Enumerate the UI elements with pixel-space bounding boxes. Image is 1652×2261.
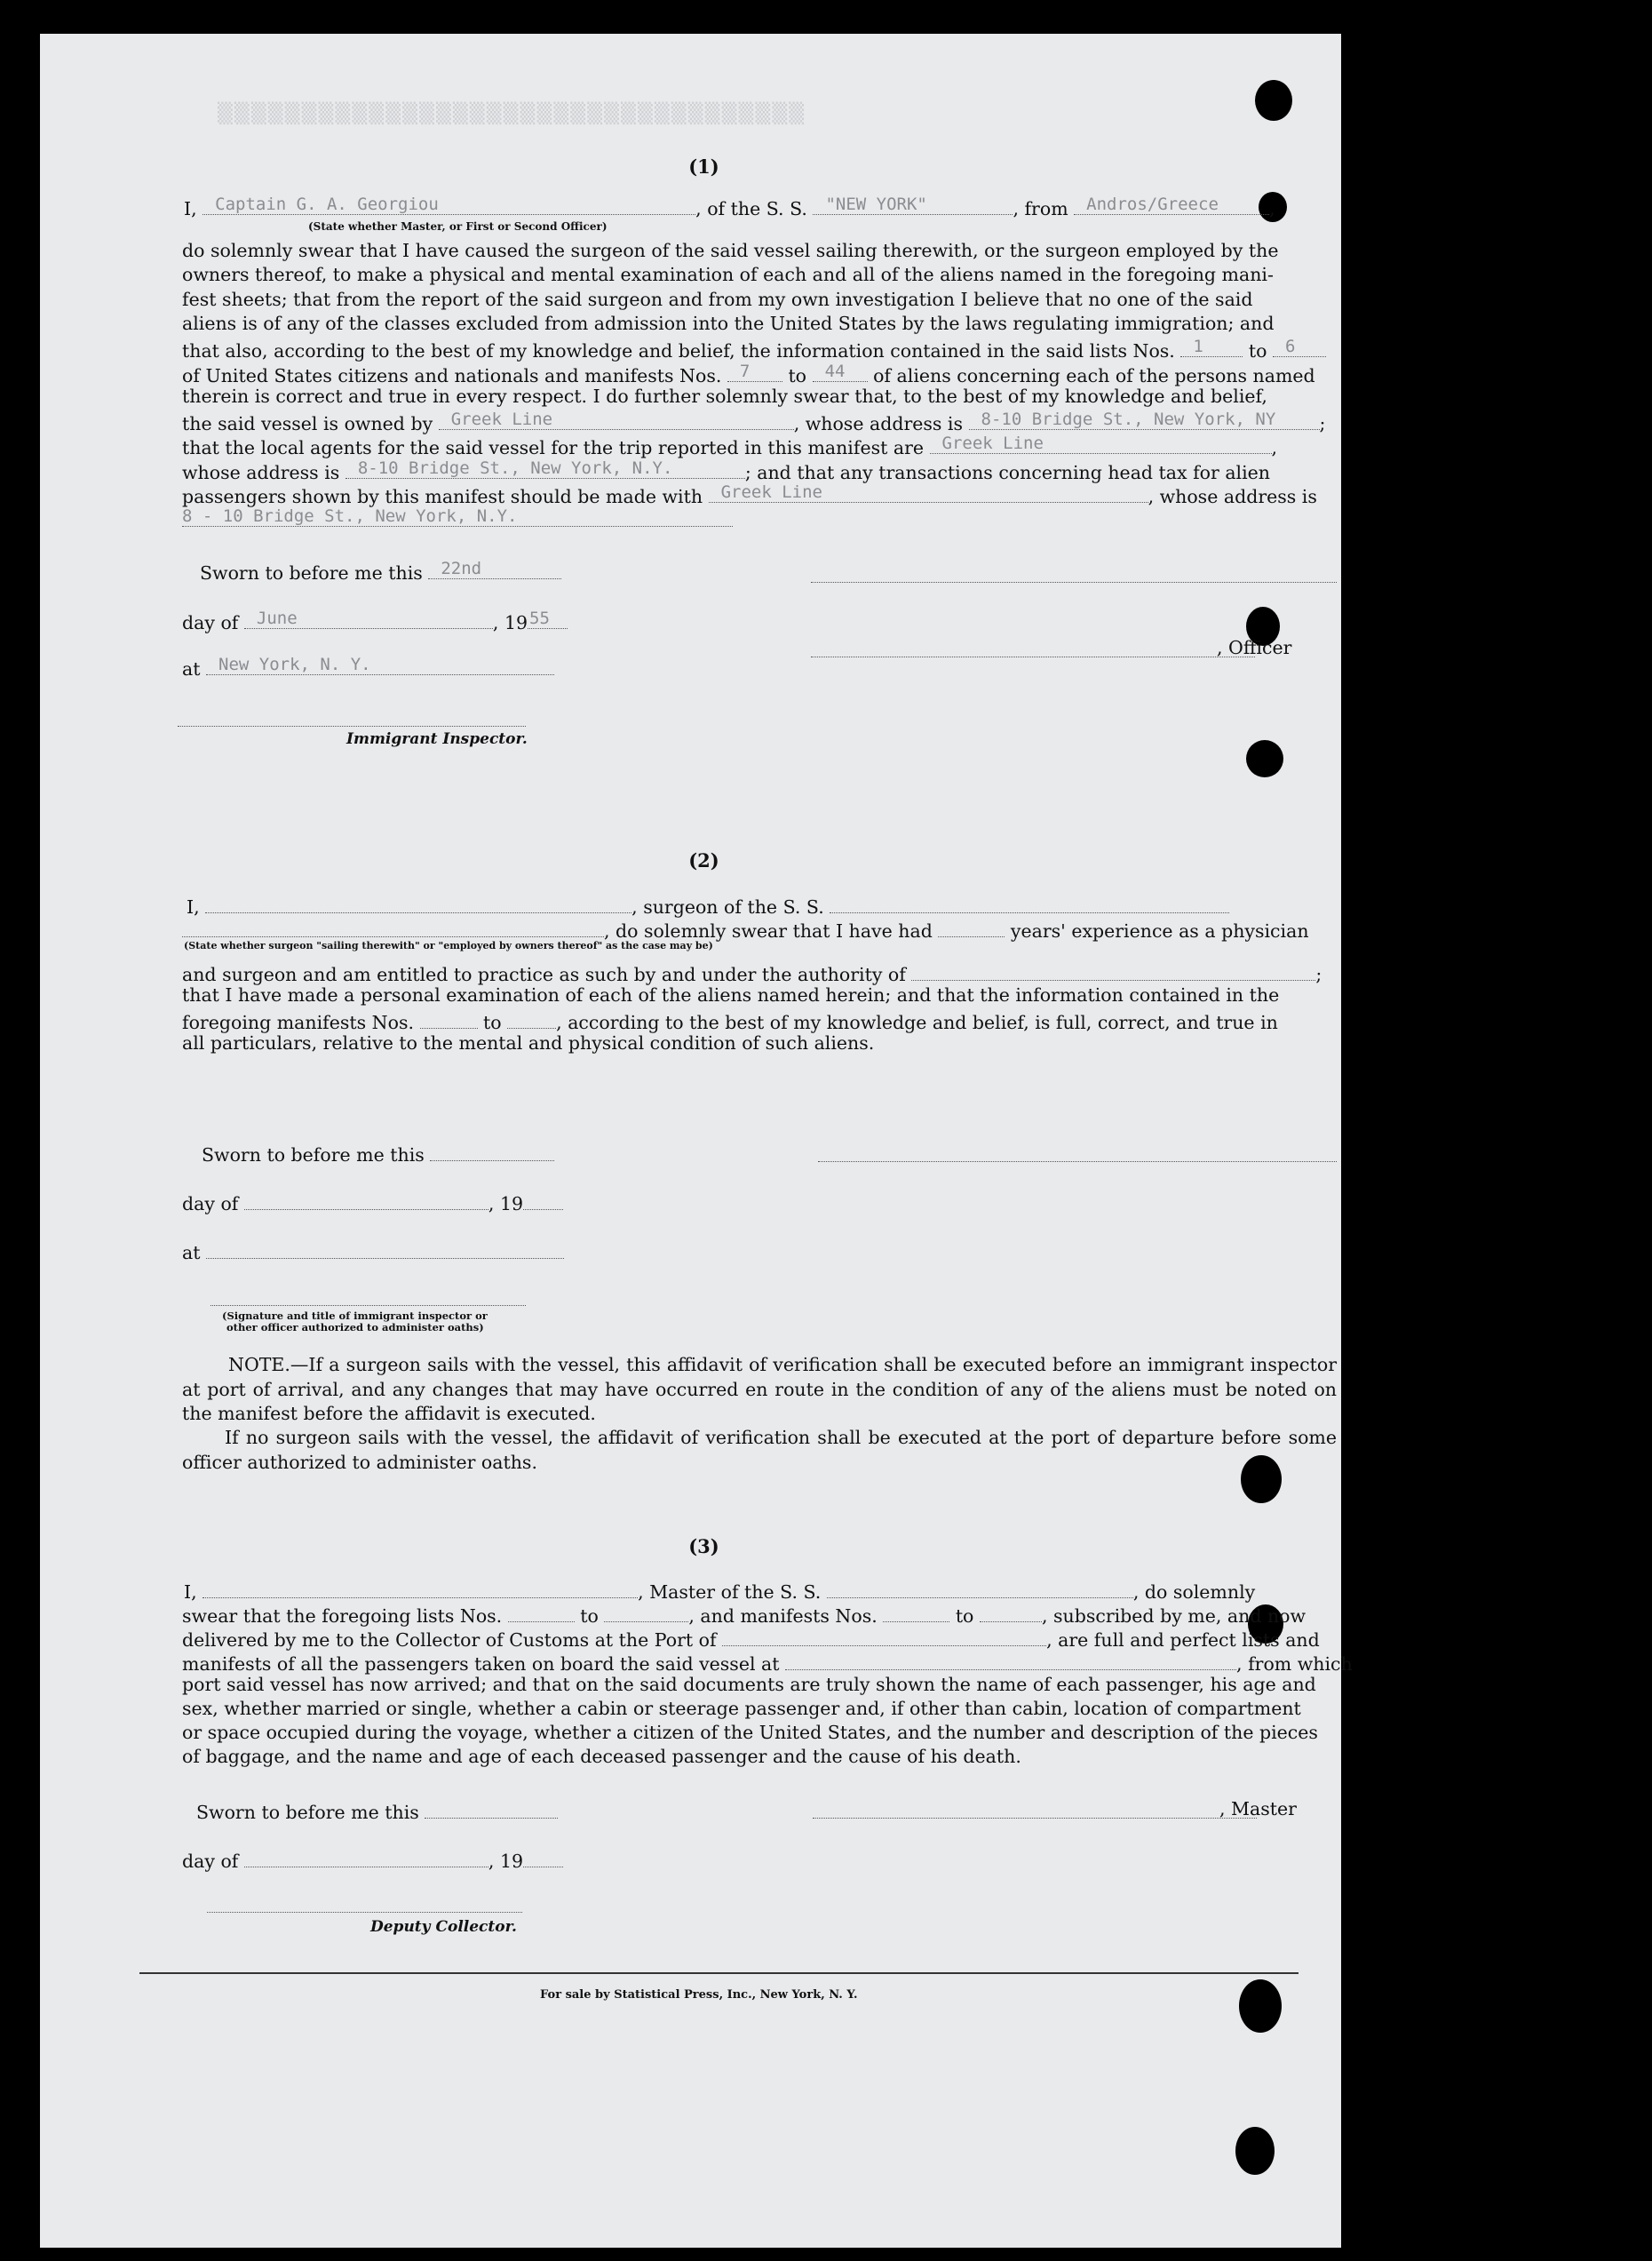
- list-to-field[interactable]: 6: [1273, 336, 1326, 357]
- officer-signature-line[interactable]: [811, 581, 1337, 583]
- section-3-line: sex, whether married or single, whether a cabin or steerage passenger and, if other than cabin, location of compartment: [182, 1698, 1301, 1719]
- to-word: to: [955, 1605, 974, 1627]
- i-label: I,: [184, 198, 197, 219]
- master-of-text: , Master of the S. S.: [638, 1581, 822, 1603]
- surgeon-signature-line[interactable]: [818, 1160, 1337, 1162]
- section-1-line: fest sheets; that from the report of the said surgeon and from my own investigation I believe that no one of the said: [182, 289, 1253, 310]
- whose-address-text: , whose address is: [793, 413, 964, 434]
- to-word: to: [580, 1605, 599, 1627]
- headtax-party-field[interactable]: Greek Line: [709, 482, 1148, 503]
- day-of-text: day of: [182, 612, 239, 633]
- authority-field[interactable]: [911, 959, 1315, 981]
- footer-rule: [139, 1972, 1299, 1974]
- section-3-line: port said vessel has now arrived; and that on the said documents are truly shown the name of each passenger, his age and: [182, 1674, 1316, 1695]
- headtax-address-field[interactable]: 8 - 10 Bridge St., New York, N.Y.: [182, 506, 733, 527]
- section-3-sworn: [196, 1797, 558, 1825]
- master-year-field[interactable]: [523, 1846, 563, 1867]
- manifests-text: foregoing manifests Nos.: [182, 1012, 414, 1033]
- agents-field[interactable]: Greek Line: [930, 433, 1272, 454]
- surgeon-status-field[interactable]: [182, 916, 604, 937]
- master-name-field[interactable]: [203, 1577, 638, 1598]
- head-tax-text: ; and that any transactions concerning head tax for alien: [744, 462, 1271, 483]
- master-signature-line[interactable]: [813, 1817, 1257, 1819]
- surgeon-inspector-signature-line[interactable]: [210, 1304, 526, 1306]
- sworn-day-field[interactable]: 22nd: [428, 558, 561, 579]
- to-word: to: [483, 1012, 502, 1033]
- surgeon-place-field[interactable]: [206, 1238, 564, 1259]
- officer-state-note: (State whether Master, or First or Second Officer): [308, 220, 608, 233]
- collector-signature-line[interactable]: [207, 1911, 522, 1913]
- surgeon-state-note: (State whether surgeon "sailing therewith" or "employed by owners thereof" as the case may be): [184, 940, 713, 951]
- section-1-line-agents: that the local agents for the said vessel for the trip reported in this manifest are Greek Line ,: [182, 434, 1278, 458]
- collector-label: Deputy Collector.: [370, 1918, 517, 1936]
- note-paragraph: If no surgeon sails with the vessel, the affidavit of verification shall be executed at the port of departure before some officer authorized to administer oaths.: [182, 1427, 1337, 1473]
- section-1-line: do solemnly swear that I have caused the surgeon of the said vessel sailing therewith, or the surgeon employed by the: [182, 240, 1279, 261]
- swear-text: , do solemnly swear that I have had: [604, 920, 933, 942]
- boarding-port-field[interactable]: [785, 1649, 1236, 1670]
- master-vessel-field[interactable]: [827, 1577, 1133, 1598]
- punch-hole: [1239, 1979, 1282, 2033]
- section-1-sworn: [200, 558, 561, 585]
- surgeon-month-field[interactable]: [244, 1189, 488, 1210]
- full-perfect-text: , are full and perfect lists and: [1046, 1629, 1320, 1651]
- master-sworn-day-field[interactable]: [425, 1797, 558, 1819]
- manifest-to-field[interactable]: 44: [813, 361, 868, 382]
- list-from-field[interactable]: 1: [1180, 336, 1243, 357]
- punch-hole: [1235, 2127, 1275, 2175]
- authority-text: and surgeon and am entitled to practice as such by and under the authority of: [182, 964, 906, 985]
- section-3-date: [182, 1846, 563, 1874]
- section-2-sworn: [202, 1140, 554, 1167]
- years-experience-text: years' experience as a physician: [1010, 920, 1309, 942]
- whose-address-text: whose address is: [182, 462, 340, 483]
- master-label: , Master: [1219, 1798, 1297, 1819]
- master-list-to-field[interactable]: [604, 1601, 688, 1622]
- section-1-line: owners thereof, to make a physical and mental examination of each and all of the aliens named in the foregoing mani-: [182, 264, 1274, 285]
- section-2-date: [182, 1189, 563, 1216]
- month-field[interactable]: June: [244, 608, 493, 629]
- at-text: at: [182, 1242, 201, 1263]
- surgeon-year-field[interactable]: [523, 1189, 563, 1210]
- punch-hole: [1246, 740, 1283, 777]
- section-2-line: that I have made a personal examination of each of the aliens named herein; and that the information contained in the: [182, 984, 1280, 1006]
- section-1-place: [182, 654, 554, 681]
- sworn-text: Sworn to before me this: [202, 1144, 425, 1166]
- lists-text: swear that the foregoing lists Nos.: [182, 1605, 503, 1627]
- collector-text: delivered by me to the Collector of Customs at the Port of: [182, 1629, 717, 1651]
- surgeon-manifest-from-field[interactable]: [420, 1007, 478, 1029]
- note-paragraph: NOTE.—If a surgeon sails with the vessel, this affidavit of verification shall be executed before an immigrant inspector at port of arrival, and any changes that may have occurred en route in the condition of any of the aliens must be noted on the manifest before the affidavit is executed.: [182, 1354, 1337, 1424]
- footer-imprint: For sale by Statistical Press, Inc., New York, N. Y.: [540, 1988, 858, 2002]
- from-place-field[interactable]: Andros/Greece: [1074, 194, 1269, 215]
- section-3-line: or space occupied during the voyage, whether a citizen of the United States, and the number and description of the pieces: [182, 1722, 1318, 1743]
- surgeon-of-text: , surgeon of the S. S.: [631, 896, 824, 918]
- sworn-text: Sworn to before me this: [200, 562, 423, 584]
- section-1-line: therein is correct and true in every respect. I do further solemnly swear that, to the best of my knowledge and belief,: [182, 386, 1267, 407]
- subscribed-text: , subscribed by me, and now: [1041, 1605, 1307, 1627]
- year-prefix: , 19: [492, 612, 528, 633]
- to-word: to: [1248, 340, 1267, 362]
- signature-note: other officer authorized to administer oaths): [226, 1321, 484, 1334]
- master-list-from-field[interactable]: [508, 1601, 575, 1622]
- officer-label: , Officer: [1217, 637, 1292, 658]
- day-of-text: day of: [182, 1851, 239, 1872]
- from-label: , from: [1013, 198, 1068, 219]
- owned-by-text: the said vessel is owned by: [182, 413, 433, 434]
- owner-field[interactable]: Greek Line: [439, 409, 794, 430]
- officer-name-line[interactable]: [811, 656, 1255, 657]
- officer-name-field[interactable]: Captain G. A. Georgiou: [203, 194, 695, 215]
- bleed-through-text: ▒▒▒▒▒▒▒▒▒▒▒▒▒▒▒▒▒▒▒▒▒▒▒▒▒▒▒▒▒▒▒▒▒▒▒: [218, 103, 806, 125]
- port-field[interactable]: [722, 1625, 1046, 1646]
- surgeon-name-field[interactable]: [205, 892, 631, 913]
- agents-address-field[interactable]: 8-10 Bridge St., New York, N.Y.: [345, 458, 745, 479]
- master-manifest-to-field[interactable]: [980, 1601, 1042, 1622]
- surgeon-sworn-day-field[interactable]: [430, 1140, 554, 1161]
- i-label: I,: [184, 1581, 197, 1603]
- section-3-line: of baggage, and the name and age of each deceased passenger and the cause of his death.: [182, 1746, 1021, 1767]
- to-word: to: [788, 365, 807, 386]
- solemnly-text: , do solemnly: [1132, 1581, 1256, 1603]
- year-prefix: , 19: [488, 1193, 524, 1214]
- surgeon-manifest-to-field[interactable]: [507, 1007, 556, 1029]
- whose-address-text: , whose address is: [1148, 486, 1317, 507]
- of-ss-label: , of the S. S.: [695, 198, 807, 219]
- section-1-line-officer: I, Captain G. A. Georgiou , of the S. S. "NEW YORK" , from Andros/Greece ,: [184, 195, 1275, 219]
- day-of-text: day of: [182, 1193, 239, 1214]
- punch-hole: [1255, 80, 1292, 121]
- boarded-text: manifests of all the passengers taken on board the said vessel at: [182, 1653, 780, 1675]
- master-month-field[interactable]: [244, 1846, 488, 1867]
- section-2-number: (2): [688, 849, 719, 872]
- vessel-name-field[interactable]: "NEW YORK": [813, 194, 1013, 215]
- inspector-signature-line[interactable]: [178, 725, 526, 727]
- year-field[interactable]: 55: [528, 608, 568, 629]
- lists-text: that also, according to the best of my knowledge and belief, the information contained in the said lists Nos.: [182, 340, 1175, 362]
- agents-text: that the local agents for the said vessel for the trip reported in this manifest are: [182, 437, 925, 458]
- section-1-number: (1): [688, 155, 719, 178]
- section-1-line-owner: the said vessel is owned by Greek Line , whose address is 8-10 Bridge St., New York, NY ;: [182, 410, 1326, 434]
- section-1-line: aliens is of any of the classes excluded from admission into the United States by the laws regulating immigration; and: [182, 313, 1275, 334]
- section-2-line: all particulars, relative to the mental and physical condition of such aliens.: [182, 1032, 875, 1054]
- section-1-line-lists: [182, 336, 1326, 363]
- passengers-text: passengers shown by this manifest should be made with: [182, 486, 703, 507]
- inspector-label: Immigrant Inspector.: [346, 730, 528, 748]
- from-which-text: , from which: [1236, 1653, 1353, 1675]
- signature-note: (Signature and title of immigrant inspector or: [222, 1310, 488, 1322]
- i-label: I,: [187, 896, 200, 918]
- section-1-line-headtax-address: [182, 506, 733, 533]
- manifests-text: , and manifests Nos.: [688, 1605, 878, 1627]
- owner-address-field[interactable]: 8-10 Bridge St., New York, NY: [969, 409, 1320, 430]
- at-text: at: [182, 658, 201, 680]
- section-3-number: (3): [688, 1535, 719, 1557]
- surgeon-vessel-field[interactable]: [830, 892, 1229, 913]
- place-field[interactable]: New York, N. Y.: [206, 654, 554, 675]
- years-field[interactable]: [938, 916, 1005, 937]
- sworn-text: Sworn to before me this: [196, 1802, 419, 1823]
- manifests-text: of United States citizens and nationals and manifests Nos.: [182, 365, 722, 386]
- according-text: , according to the best of my knowledge and belief, is full, correct, and true in: [556, 1012, 1278, 1033]
- year-prefix: , 19: [488, 1851, 524, 1872]
- manifest-from-field[interactable]: 7: [727, 361, 782, 382]
- manifest-page: [40, 34, 1353, 2248]
- master-manifest-from-field[interactable]: [883, 1601, 949, 1622]
- section-2-place: [182, 1238, 564, 1265]
- section-2-line-authority: and surgeon and am entitled to practice as such by and under the authority of ;: [182, 959, 1322, 987]
- section-1-date: [182, 608, 568, 635]
- aliens-text: of aliens concerning each of the persons named: [873, 365, 1315, 386]
